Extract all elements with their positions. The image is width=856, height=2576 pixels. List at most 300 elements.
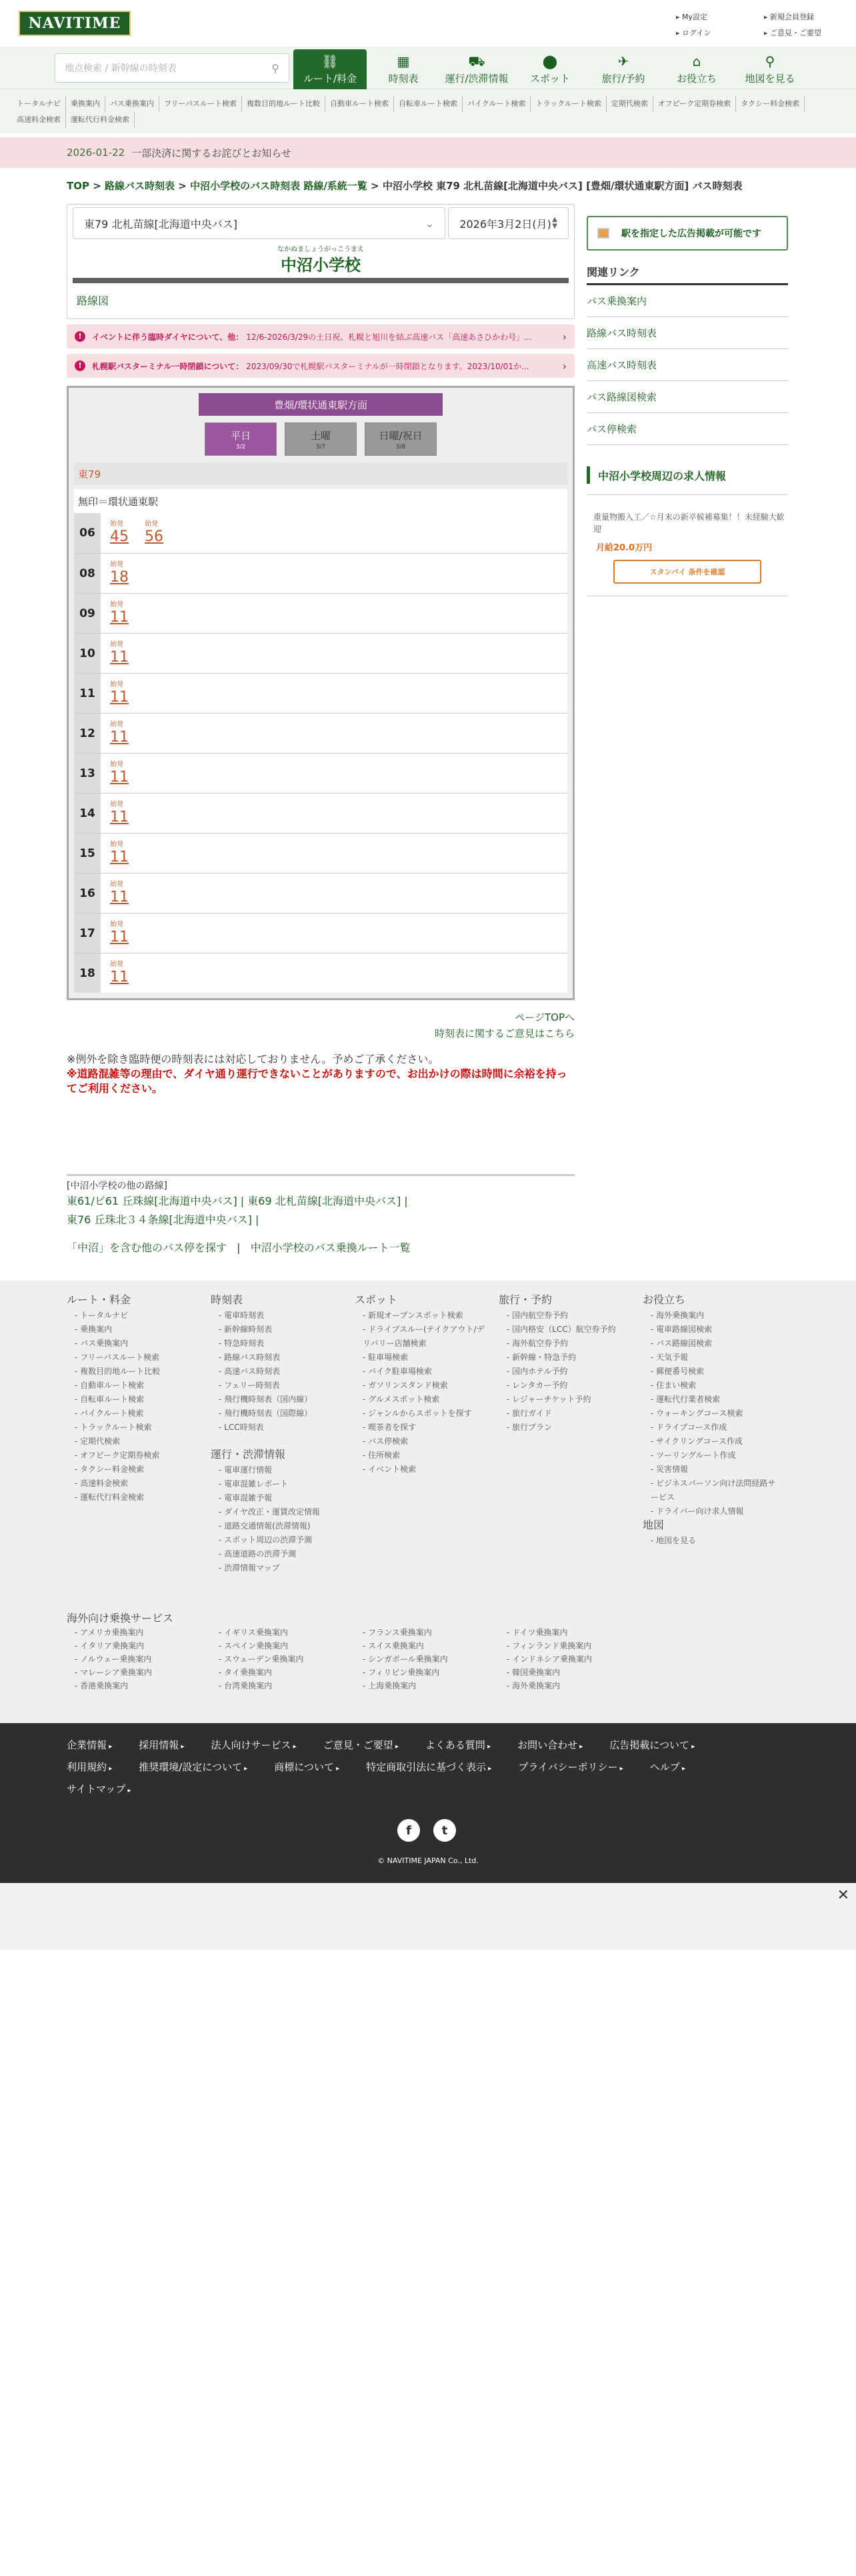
footer-link[interactable]: - 住所検索 bbox=[355, 1449, 492, 1463]
subnav-link[interactable]: フリーパスルート検索 bbox=[159, 96, 242, 112]
intl-link[interactable]: - マレーシア乗換案内 bbox=[67, 1666, 213, 1679]
related-links-heading: 関連リンク bbox=[587, 264, 788, 285]
intl-link[interactable]: - 香港乗換案内 bbox=[67, 1679, 213, 1692]
related-link[interactable]: バス路線図検索 bbox=[587, 381, 788, 413]
nav-item[interactable] bbox=[293, 49, 367, 89]
footer-link[interactable]: - LCC時刻表 bbox=[211, 1421, 348, 1435]
alert-title: 札幌駅バスターミナル一時閉鎖について： bbox=[92, 361, 244, 371]
timetable-feedback-link[interactable]: 時刻表に関するご意見はこちら bbox=[434, 1027, 575, 1039]
footer-link[interactable]: - 路線バス時刻表 bbox=[211, 1351, 348, 1365]
search-other-stops-link[interactable]: 「中沼」を含む他のバス停を探す bbox=[67, 1241, 227, 1254]
subnav-link[interactable]: 複数目的地ルート比較 bbox=[242, 96, 325, 112]
footer-link[interactable]: - オフピーク定期券検索 bbox=[67, 1449, 204, 1463]
footer-link[interactable]: - 国内航空券予約 bbox=[499, 1309, 636, 1323]
departure-tag: 始発 bbox=[110, 960, 123, 968]
departure[interactable] bbox=[110, 801, 129, 826]
subnav-link[interactable]: トラックルート検索 bbox=[531, 96, 606, 112]
departure-minute[interactable]: 11 bbox=[110, 968, 129, 985]
site-header bbox=[0, 0, 856, 47]
subnav-link[interactable]: バス乗換案内 bbox=[105, 96, 159, 112]
subnav-link[interactable]: バイクルート検索 bbox=[463, 96, 531, 112]
subnav-link[interactable]: タクシー料金検索 bbox=[736, 96, 805, 112]
timetable-row bbox=[74, 633, 567, 673]
breadcrumb-separator: > bbox=[93, 180, 101, 192]
footer-link[interactable]: - 自動車ルート検索 bbox=[67, 1379, 204, 1393]
footer-link[interactable]: - 電車運行情報 bbox=[211, 1463, 348, 1477]
footer-link[interactable]: - トラックルート検索 bbox=[67, 1421, 204, 1435]
intl-column bbox=[499, 1626, 645, 1692]
footer-bottom-link[interactable]: よくある質問 ▸ bbox=[425, 1739, 491, 1751]
timetable bbox=[67, 386, 575, 1000]
footer-link[interactable]: - 高速料金検索 bbox=[67, 1477, 204, 1491]
departure[interactable] bbox=[110, 841, 129, 866]
ad-button[interactable] bbox=[587, 216, 788, 251]
intl-link[interactable]: - イギリス乗換案内 bbox=[211, 1626, 357, 1639]
footer-link[interactable]: - ツーリングルート作成 bbox=[643, 1449, 780, 1463]
breadcrumb-separator: > bbox=[178, 180, 187, 192]
footer-link[interactable]: - 新幹線・特急予約 bbox=[499, 1351, 636, 1365]
intl-link[interactable]: - イタリア乗換案内 bbox=[67, 1639, 213, 1652]
traffic-icon: ⛟ bbox=[468, 53, 485, 69]
navitime-logo[interactable]: NAVITIME bbox=[19, 11, 131, 36]
footer-link[interactable]: - ビジネスパーソン向け法問経路サービス bbox=[643, 1477, 780, 1505]
related-links bbox=[587, 285, 788, 445]
footer-link[interactable]: - 海外乗換案内 bbox=[643, 1309, 780, 1323]
related-link[interactable]: バス乗換案内 bbox=[587, 285, 788, 317]
breadcrumb-top[interactable]: TOP bbox=[67, 180, 89, 192]
notice-text[interactable]: 一部決済に関するお詫びとお知らせ bbox=[131, 147, 291, 159]
footer-bottom-link[interactable]: お問い合わせ ▸ bbox=[517, 1739, 583, 1751]
hour-cell: 11 bbox=[74, 674, 101, 713]
breadcrumb-current: 中沼小学校 東79 北札苗線[北海道中央バス] [豊畑/環状通東駅方面] バス時刻表 bbox=[382, 180, 743, 192]
departure[interactable] bbox=[110, 961, 129, 986]
departure[interactable] bbox=[145, 520, 163, 546]
departure-minute[interactable]: 11 bbox=[110, 888, 129, 906]
departure-tag: 始発 bbox=[145, 520, 158, 528]
intl-link[interactable]: - フィリピン乗換案内 bbox=[355, 1666, 501, 1679]
footer-link[interactable]: - タクシー料金検索 bbox=[67, 1463, 204, 1477]
nav-items bbox=[293, 49, 807, 89]
footer-bottom-link[interactable]: 採用情報 ▸ bbox=[139, 1739, 184, 1751]
departure-minute[interactable]: 45 bbox=[110, 528, 129, 545]
alert-text: 12/6-2026/3/29の土日祝、札幌と旭川を結ぶ高速バス「高速あさひかわ号」... bbox=[246, 332, 532, 342]
intl-link[interactable]: - 上海乗換案内 bbox=[355, 1679, 501, 1692]
footer-link[interactable]: - スポット周辺の渋滞予測 bbox=[211, 1533, 348, 1547]
departure-minute[interactable]: 11 bbox=[110, 848, 129, 866]
footer-link[interactable]: - ドライブコース作成 bbox=[643, 1421, 780, 1435]
main-content bbox=[67, 204, 575, 1096]
departure-minute[interactable]: 11 bbox=[110, 808, 129, 826]
nav-item-label: スポット bbox=[529, 72, 570, 85]
footer-link[interactable]: - 新幹線時刻表 bbox=[211, 1323, 348, 1337]
alert-icon: ! bbox=[75, 331, 85, 342]
footer-column bbox=[355, 1293, 492, 1477]
close-icon[interactable]: ✕ bbox=[837, 1887, 849, 1904]
timetable-row bbox=[74, 553, 567, 593]
footer-link[interactable]: - 電車時刻表 bbox=[211, 1309, 348, 1323]
minutes-cell bbox=[101, 914, 567, 953]
minutes-cell bbox=[101, 754, 567, 793]
footer-link[interactable]: - 複数目的地ルート比較 bbox=[67, 1365, 204, 1379]
timetable-icon: ▦ bbox=[397, 53, 410, 69]
ad-button-label: 駅を指定した広告掲載が可能です bbox=[621, 229, 761, 239]
intl-link[interactable]: - スペイン乗換案内 bbox=[211, 1639, 357, 1652]
job-check-button[interactable]: スタンバイ 条件を確認 bbox=[613, 560, 761, 584]
hour-cell: 09 bbox=[74, 594, 101, 633]
intl-link[interactable]: - 海外乗換案内 bbox=[499, 1679, 645, 1692]
nav-item[interactable] bbox=[733, 49, 807, 89]
footer-link[interactable]: - ジャンルからスポットを探す bbox=[355, 1407, 492, 1421]
departure[interactable] bbox=[110, 561, 129, 586]
footer-link[interactable]: - 国内格安（LCC）航空券予約 bbox=[499, 1323, 636, 1337]
hour-cell: 12 bbox=[74, 714, 101, 753]
day-tab-date: 3/8 bbox=[395, 443, 406, 450]
minutes-cell bbox=[101, 874, 567, 913]
timetable-row bbox=[74, 673, 567, 713]
footer-link[interactable]: - 海外航空券予約 bbox=[499, 1337, 636, 1351]
footer-link[interactable]: - ガソリンスタンド検索 bbox=[355, 1379, 492, 1393]
footer-bottom-link[interactable]: プライバシーポリシー ▸ bbox=[518, 1761, 623, 1773]
hour-cell: 08 bbox=[74, 554, 101, 593]
footer-link[interactable]: - バス路線図検索 bbox=[643, 1337, 780, 1351]
footer-column bbox=[643, 1518, 780, 1548]
footer-column bbox=[499, 1293, 636, 1435]
footer-link[interactable]: - 天気予報 bbox=[643, 1351, 780, 1365]
transfer-routes-link[interactable]: 中沼小学校のバス乗換ルート一覧 bbox=[250, 1241, 411, 1254]
footer-link[interactable]: - バイクルート検索 bbox=[67, 1407, 204, 1421]
subnav-link[interactable]: 高速料金検索 bbox=[12, 112, 66, 128]
search-icon[interactable]: ⚲ bbox=[271, 61, 279, 75]
related-link[interactable]: 路線バス時刻表 bbox=[587, 317, 788, 349]
footer-link[interactable]: - バイク駐車場検索 bbox=[355, 1365, 492, 1379]
footer-bottom-link[interactable]: 推奨環境/設定について ▸ bbox=[139, 1761, 247, 1773]
subnav-link[interactable]: 自動車ルート検索 bbox=[325, 96, 394, 112]
intl-column bbox=[211, 1626, 357, 1692]
timetable-row bbox=[74, 913, 567, 953]
alert-banner[interactable] bbox=[67, 324, 575, 348]
footer-link[interactable]: - 新規オープンスポット検索 bbox=[355, 1309, 492, 1323]
intl-link[interactable]: - ノルウェー乗換案内 bbox=[67, 1652, 213, 1666]
departure-tag: 始発 bbox=[110, 640, 123, 648]
route-icon: ⛓ bbox=[321, 53, 339, 69]
footer-link[interactable]: - 運転代行業者検索 bbox=[643, 1393, 780, 1407]
search-input[interactable] bbox=[55, 53, 289, 83]
alert-text: 2023/09/30で札幌駅バスターミナルが一時閉鎖となります。2023/10/01か... bbox=[246, 361, 529, 371]
chevron-down-icon: ⌄ bbox=[425, 217, 435, 230]
departure-minute[interactable]: 11 bbox=[110, 768, 129, 786]
nav-item-label: 運行/渋滞情報 bbox=[445, 72, 509, 85]
footer-link[interactable]: - ドライバー向け求人情報 bbox=[643, 1505, 780, 1519]
departure[interactable] bbox=[110, 761, 129, 786]
footer-links bbox=[67, 1735, 787, 1801]
breadcrumb-separator: > bbox=[371, 180, 379, 192]
stop-header-box bbox=[67, 204, 575, 319]
footer-column-heading[interactable]: 地図 bbox=[643, 1519, 665, 1531]
footer-link[interactable]: - 道路交通情報(渋滞情報) bbox=[211, 1519, 348, 1533]
departure-minute[interactable]: 11 bbox=[110, 688, 129, 706]
hour-cell: 17 bbox=[74, 914, 101, 953]
departure-tag: 始発 bbox=[110, 880, 123, 888]
intl-link[interactable]: - 台湾乗換案内 bbox=[211, 1679, 357, 1692]
footer-column-heading[interactable]: お役立ち bbox=[643, 1293, 686, 1306]
minutes-cell bbox=[101, 513, 567, 553]
hour-cell: 18 bbox=[74, 954, 101, 993]
login-link[interactable]: ▸ ログイン bbox=[676, 25, 711, 41]
departure[interactable] bbox=[110, 681, 129, 706]
departure[interactable] bbox=[110, 721, 129, 746]
job-text[interactable]: 重量物搬入工／☆月末の新卒候補募集！！未経験大歓迎 bbox=[593, 512, 785, 534]
copyright: © NAVITIME JAPAN Co., Ltd. bbox=[377, 1856, 479, 1865]
nav-item-label: 時刻表 bbox=[388, 72, 419, 85]
footer-link[interactable]: - 飛行機時刻表（国際線） bbox=[211, 1407, 348, 1421]
intl-column bbox=[67, 1626, 213, 1692]
other-route-link[interactable]: 東69 北札苗線[北海道中央バス] | bbox=[247, 1195, 408, 1207]
footer-link[interactable]: - 自転車ルート検索 bbox=[67, 1393, 204, 1407]
footer-link[interactable]: - 災害情報 bbox=[643, 1463, 780, 1477]
nav-item-label: 地図を見る bbox=[745, 72, 795, 85]
day-tab[interactable] bbox=[285, 422, 357, 456]
timetable-rows bbox=[74, 513, 567, 993]
departure[interactable] bbox=[110, 520, 129, 546]
minutes-cell bbox=[101, 714, 567, 753]
footer-bottom-link[interactable]: 商標について ▸ bbox=[274, 1761, 339, 1773]
route-select[interactable] bbox=[73, 207, 445, 239]
related-link[interactable]: バス停検索 bbox=[587, 413, 788, 445]
other-route-link[interactable]: 東76 丘珠北３４条線[北海道中央バス] | bbox=[67, 1213, 259, 1226]
footer-bottom-link[interactable]: 企業情報 ▸ bbox=[67, 1739, 112, 1751]
timetable-row bbox=[74, 793, 567, 833]
footer-column bbox=[67, 1293, 204, 1505]
footer-link[interactable]: - 旅行ガイド bbox=[499, 1407, 636, 1421]
intl-link[interactable]: - シンガポール乗換案内 bbox=[355, 1652, 501, 1666]
subnav-link[interactable]: オフピーク定期券検索 bbox=[653, 96, 736, 112]
departure[interactable] bbox=[110, 641, 129, 666]
intl-link[interactable]: - ドイツ乗換案内 bbox=[499, 1626, 645, 1639]
subnav-link[interactable]: 運転代行料金検索 bbox=[66, 112, 135, 128]
footer-bottom bbox=[0, 1723, 856, 1883]
footer-link[interactable]: - ダイヤ改正・運賃改定情報 bbox=[211, 1505, 348, 1519]
travel-icon: ✈ bbox=[617, 53, 629, 69]
alert-banner[interactable] bbox=[67, 354, 575, 378]
footer-link[interactable]: - 喫茶者を探す bbox=[355, 1421, 492, 1435]
spinner-icon: ▲ ▼ bbox=[552, 216, 557, 230]
footer-link[interactable]: - 旅行プラン bbox=[499, 1421, 636, 1435]
footer-link[interactable]: - 駐車場検索 bbox=[355, 1351, 492, 1365]
intl-link[interactable]: - 韓国乗換案内 bbox=[499, 1666, 645, 1679]
sub-nav bbox=[0, 89, 856, 133]
destination-legend: 無印＝環状通東駅 bbox=[74, 489, 567, 513]
chevron-right-icon: › bbox=[562, 359, 567, 372]
breadcrumb bbox=[67, 179, 743, 193]
alerts bbox=[67, 324, 575, 378]
nav-item[interactable] bbox=[513, 49, 587, 89]
sidebar bbox=[587, 216, 788, 596]
footer-link[interactable]: - サイクリングコース作成 bbox=[643, 1435, 780, 1449]
related-link[interactable]: 高速バス時刻表 bbox=[587, 349, 788, 381]
twitter-icon[interactable]: t bbox=[433, 1819, 456, 1842]
footer-link[interactable]: - 電車路線図検索 bbox=[643, 1323, 780, 1337]
footer-link[interactable]: - 高速バス時刻表 bbox=[211, 1365, 348, 1379]
nav-item-label: ルート/料金 bbox=[303, 72, 357, 85]
direction-label: 豊畑/環状通東駅方面 bbox=[199, 393, 443, 416]
footer-link[interactable]: - 国内ホテル予約 bbox=[499, 1365, 636, 1379]
intl-link[interactable]: - スウェーデン乗換案内 bbox=[211, 1652, 357, 1666]
job-heading: 中沼小学校周辺の求人情報 bbox=[587, 466, 788, 484]
footer-bottom-link[interactable]: 利用規約 ▸ bbox=[67, 1761, 112, 1773]
day-tab-date: 3/7 bbox=[315, 443, 326, 450]
hour-cell: 13 bbox=[74, 754, 101, 793]
bottom-links bbox=[67, 1239, 411, 1255]
timetable-row bbox=[74, 713, 567, 753]
hour-cell: 10 bbox=[74, 634, 101, 673]
departure-minute[interactable]: 11 bbox=[110, 648, 129, 666]
nav-item[interactable] bbox=[660, 49, 733, 89]
footer-link[interactable]: - 地図を見る bbox=[643, 1534, 780, 1548]
minutes-cell bbox=[101, 834, 567, 873]
footer-link[interactable]: - 郵便番号検索 bbox=[643, 1365, 780, 1379]
subnav-link[interactable]: 定期代検索 bbox=[607, 96, 653, 112]
departure-minute[interactable]: 11 bbox=[110, 928, 129, 946]
footer-bottom-link[interactable]: ヘルプ ▸ bbox=[650, 1761, 685, 1773]
hour-cell: 16 bbox=[74, 874, 101, 913]
hour-cell: 15 bbox=[74, 834, 101, 873]
ad-icon bbox=[597, 228, 609, 239]
day-tab[interactable] bbox=[205, 422, 277, 456]
nav-item[interactable] bbox=[587, 49, 660, 89]
footer-link[interactable]: - 運転代行料金検索 bbox=[67, 1491, 204, 1505]
timetable-row bbox=[74, 593, 567, 633]
subnav-link[interactable]: 乗換案内 bbox=[66, 96, 105, 112]
minutes-cell bbox=[101, 554, 567, 593]
header-links-left bbox=[676, 9, 711, 41]
footer-link[interactable]: - フリーパスルート検索 bbox=[67, 1351, 204, 1365]
footer-bottom-link[interactable]: 広告掲載について ▸ bbox=[609, 1739, 695, 1751]
job-pay: 月給20.0万円 bbox=[596, 543, 653, 553]
nav-item[interactable] bbox=[367, 49, 440, 89]
minutes-cell bbox=[101, 954, 567, 993]
departure-tag: 始発 bbox=[110, 600, 123, 608]
departure-minute[interactable]: 11 bbox=[110, 608, 129, 626]
nav-item[interactable] bbox=[440, 49, 513, 89]
nav-item-label: お役立ち bbox=[676, 72, 717, 85]
departure-tag: 始発 bbox=[110, 680, 123, 688]
footer-bottom-link[interactable]: 特定商取引法に基づく表示 ▸ bbox=[366, 1761, 491, 1773]
feedback-link[interactable]: ▸ ご意見・ご要望 bbox=[764, 25, 821, 41]
day-tab-date: 3/2 bbox=[235, 443, 246, 450]
footer-link[interactable]: - 電車混雑レポート bbox=[211, 1477, 348, 1491]
divider bbox=[587, 494, 788, 495]
intl-link[interactable]: - スイス乗換案内 bbox=[355, 1639, 501, 1652]
breadcrumb-bus-timetable[interactable]: 路線バス時刻表 bbox=[105, 180, 175, 192]
footer-link[interactable]: - トータルナビ bbox=[67, 1309, 204, 1323]
timetable-row bbox=[74, 833, 567, 873]
departure-minute[interactable]: 56 bbox=[145, 528, 163, 545]
note-extra-services: ※例外を除き臨時便の時刻表には対応しておりません。予めご了承ください。 bbox=[67, 1053, 439, 1065]
footer-link[interactable]: - 飛行機時刻表（国内線） bbox=[211, 1393, 348, 1407]
departure-minute[interactable]: 18 bbox=[110, 568, 129, 586]
minutes-cell bbox=[101, 594, 567, 633]
departure[interactable] bbox=[110, 921, 129, 946]
footer-link[interactable]: - イベント検索 bbox=[355, 1463, 492, 1477]
intl-link[interactable]: - フィンランド乗換案内 bbox=[499, 1639, 645, 1652]
intl-column bbox=[355, 1626, 501, 1692]
intl-link[interactable]: - フランス乗換案内 bbox=[355, 1626, 501, 1639]
footer-link[interactable]: - レジャーチケット予約 bbox=[499, 1393, 636, 1407]
footer-bottom-link[interactable]: ご意見・ご要望 ▸ bbox=[323, 1739, 399, 1751]
page-top-link[interactable]: ページTOPへ bbox=[515, 1011, 575, 1023]
date-select-value: 2026年3月2日(月) bbox=[459, 217, 551, 231]
footer-column-heading[interactable]: 旅行・予約 bbox=[499, 1293, 553, 1306]
other-routes-heading: [中沼小学校の他の路線] bbox=[67, 1181, 167, 1191]
departure-tag: 始発 bbox=[110, 760, 123, 768]
intl-heading: 海外向け乗換サービス bbox=[67, 1612, 174, 1624]
intl-link[interactable]: - アメリカ乗換案内 bbox=[67, 1626, 213, 1639]
footer-link[interactable]: - バス停検索 bbox=[355, 1435, 492, 1449]
signup-link[interactable]: ▸ 新規会員登録 bbox=[764, 9, 821, 25]
footer-link[interactable]: - 渋滞情報マップ bbox=[211, 1561, 348, 1575]
footer-bottom-link[interactable]: 法人向けサービス ▸ bbox=[211, 1739, 296, 1751]
my-settings-link[interactable]: ▸ My設定 bbox=[676, 9, 711, 25]
footer-column-heading[interactable]: 時刻表 bbox=[211, 1293, 243, 1306]
footer-link[interactable]: - 乗換案内 bbox=[67, 1323, 204, 1337]
footer-link[interactable]: - ウォーキングコース検索 bbox=[643, 1407, 780, 1421]
facebook-icon[interactable]: f bbox=[397, 1819, 420, 1842]
footer-link[interactable]: - 電車混雑予報 bbox=[211, 1491, 348, 1505]
departure-minute[interactable]: 11 bbox=[110, 728, 129, 746]
footer-column bbox=[643, 1293, 780, 1519]
intl-link[interactable]: - インドネシア乗換案内 bbox=[499, 1652, 645, 1666]
footer-column-heading[interactable]: ルート・料金 bbox=[67, 1293, 131, 1306]
footer-column-heading[interactable]: 運行・渋滞情報 bbox=[211, 1448, 286, 1461]
alert-title: イベントに伴う臨時ダイヤについて、他： bbox=[92, 332, 244, 342]
footer-link[interactable]: - 定期代検索 bbox=[67, 1435, 204, 1449]
minutes-cell bbox=[101, 674, 567, 713]
footer-link[interactable]: - バス乗換案内 bbox=[67, 1337, 204, 1351]
search-placeholder: 地点検索 / 新幹線の時刻表 bbox=[65, 63, 177, 74]
route-map-link[interactable]: 路線図 bbox=[77, 295, 109, 307]
breadcrumb-stop-routes[interactable]: 中沼小学校のバス時刻表 路線/系統一覧 bbox=[190, 180, 367, 192]
spot-icon: ⬤ bbox=[542, 53, 558, 69]
footer-link[interactable]: - レンタカー予約 bbox=[499, 1379, 636, 1393]
footer-link[interactable]: - フェリー時刻表 bbox=[211, 1379, 348, 1393]
departure[interactable] bbox=[110, 601, 129, 626]
other-route-link[interactable]: 東61/ビ61 丘珠線[北海道中央バス] | bbox=[67, 1195, 245, 1207]
stop-name: 中沼小学校 bbox=[281, 256, 361, 275]
footer-link[interactable]: - 住まい検索 bbox=[643, 1379, 780, 1393]
departure-tag: 始発 bbox=[110, 520, 123, 528]
map-icon: ⚲ bbox=[765, 53, 775, 69]
intl-link[interactable]: - タイ乗換案内 bbox=[211, 1666, 357, 1679]
subnav-link[interactable]: トータルナビ bbox=[12, 96, 66, 112]
footer-link[interactable]: - 特急時刻表 bbox=[211, 1337, 348, 1351]
footer-bottom-link[interactable]: サイトマップ ▸ bbox=[67, 1783, 131, 1795]
footer-link[interactable]: - グルメスポット検索 bbox=[355, 1393, 492, 1407]
global-nav bbox=[0, 47, 856, 89]
day-tab[interactable] bbox=[365, 422, 437, 456]
departure[interactable] bbox=[110, 881, 129, 906]
subnav-link[interactable]: 自転車ルート検索 bbox=[394, 96, 463, 112]
notice-bar[interactable] bbox=[0, 137, 856, 168]
footer-link[interactable]: - ドライブスルー(テイクアウト/デリバリー店舗検索 bbox=[355, 1323, 492, 1351]
day-tab-label: 平日 bbox=[230, 429, 251, 442]
departure-tag: 始発 bbox=[110, 560, 123, 568]
footer-link[interactable]: - 高速道路の渋滞予測 bbox=[211, 1547, 348, 1561]
footer-column-heading[interactable]: スポット bbox=[355, 1293, 398, 1306]
minutes-cell bbox=[101, 634, 567, 673]
date-select[interactable] bbox=[448, 207, 569, 239]
stop-ruby: なかぬましょうがっこうまえ bbox=[277, 246, 364, 253]
header-links-right bbox=[764, 9, 821, 41]
